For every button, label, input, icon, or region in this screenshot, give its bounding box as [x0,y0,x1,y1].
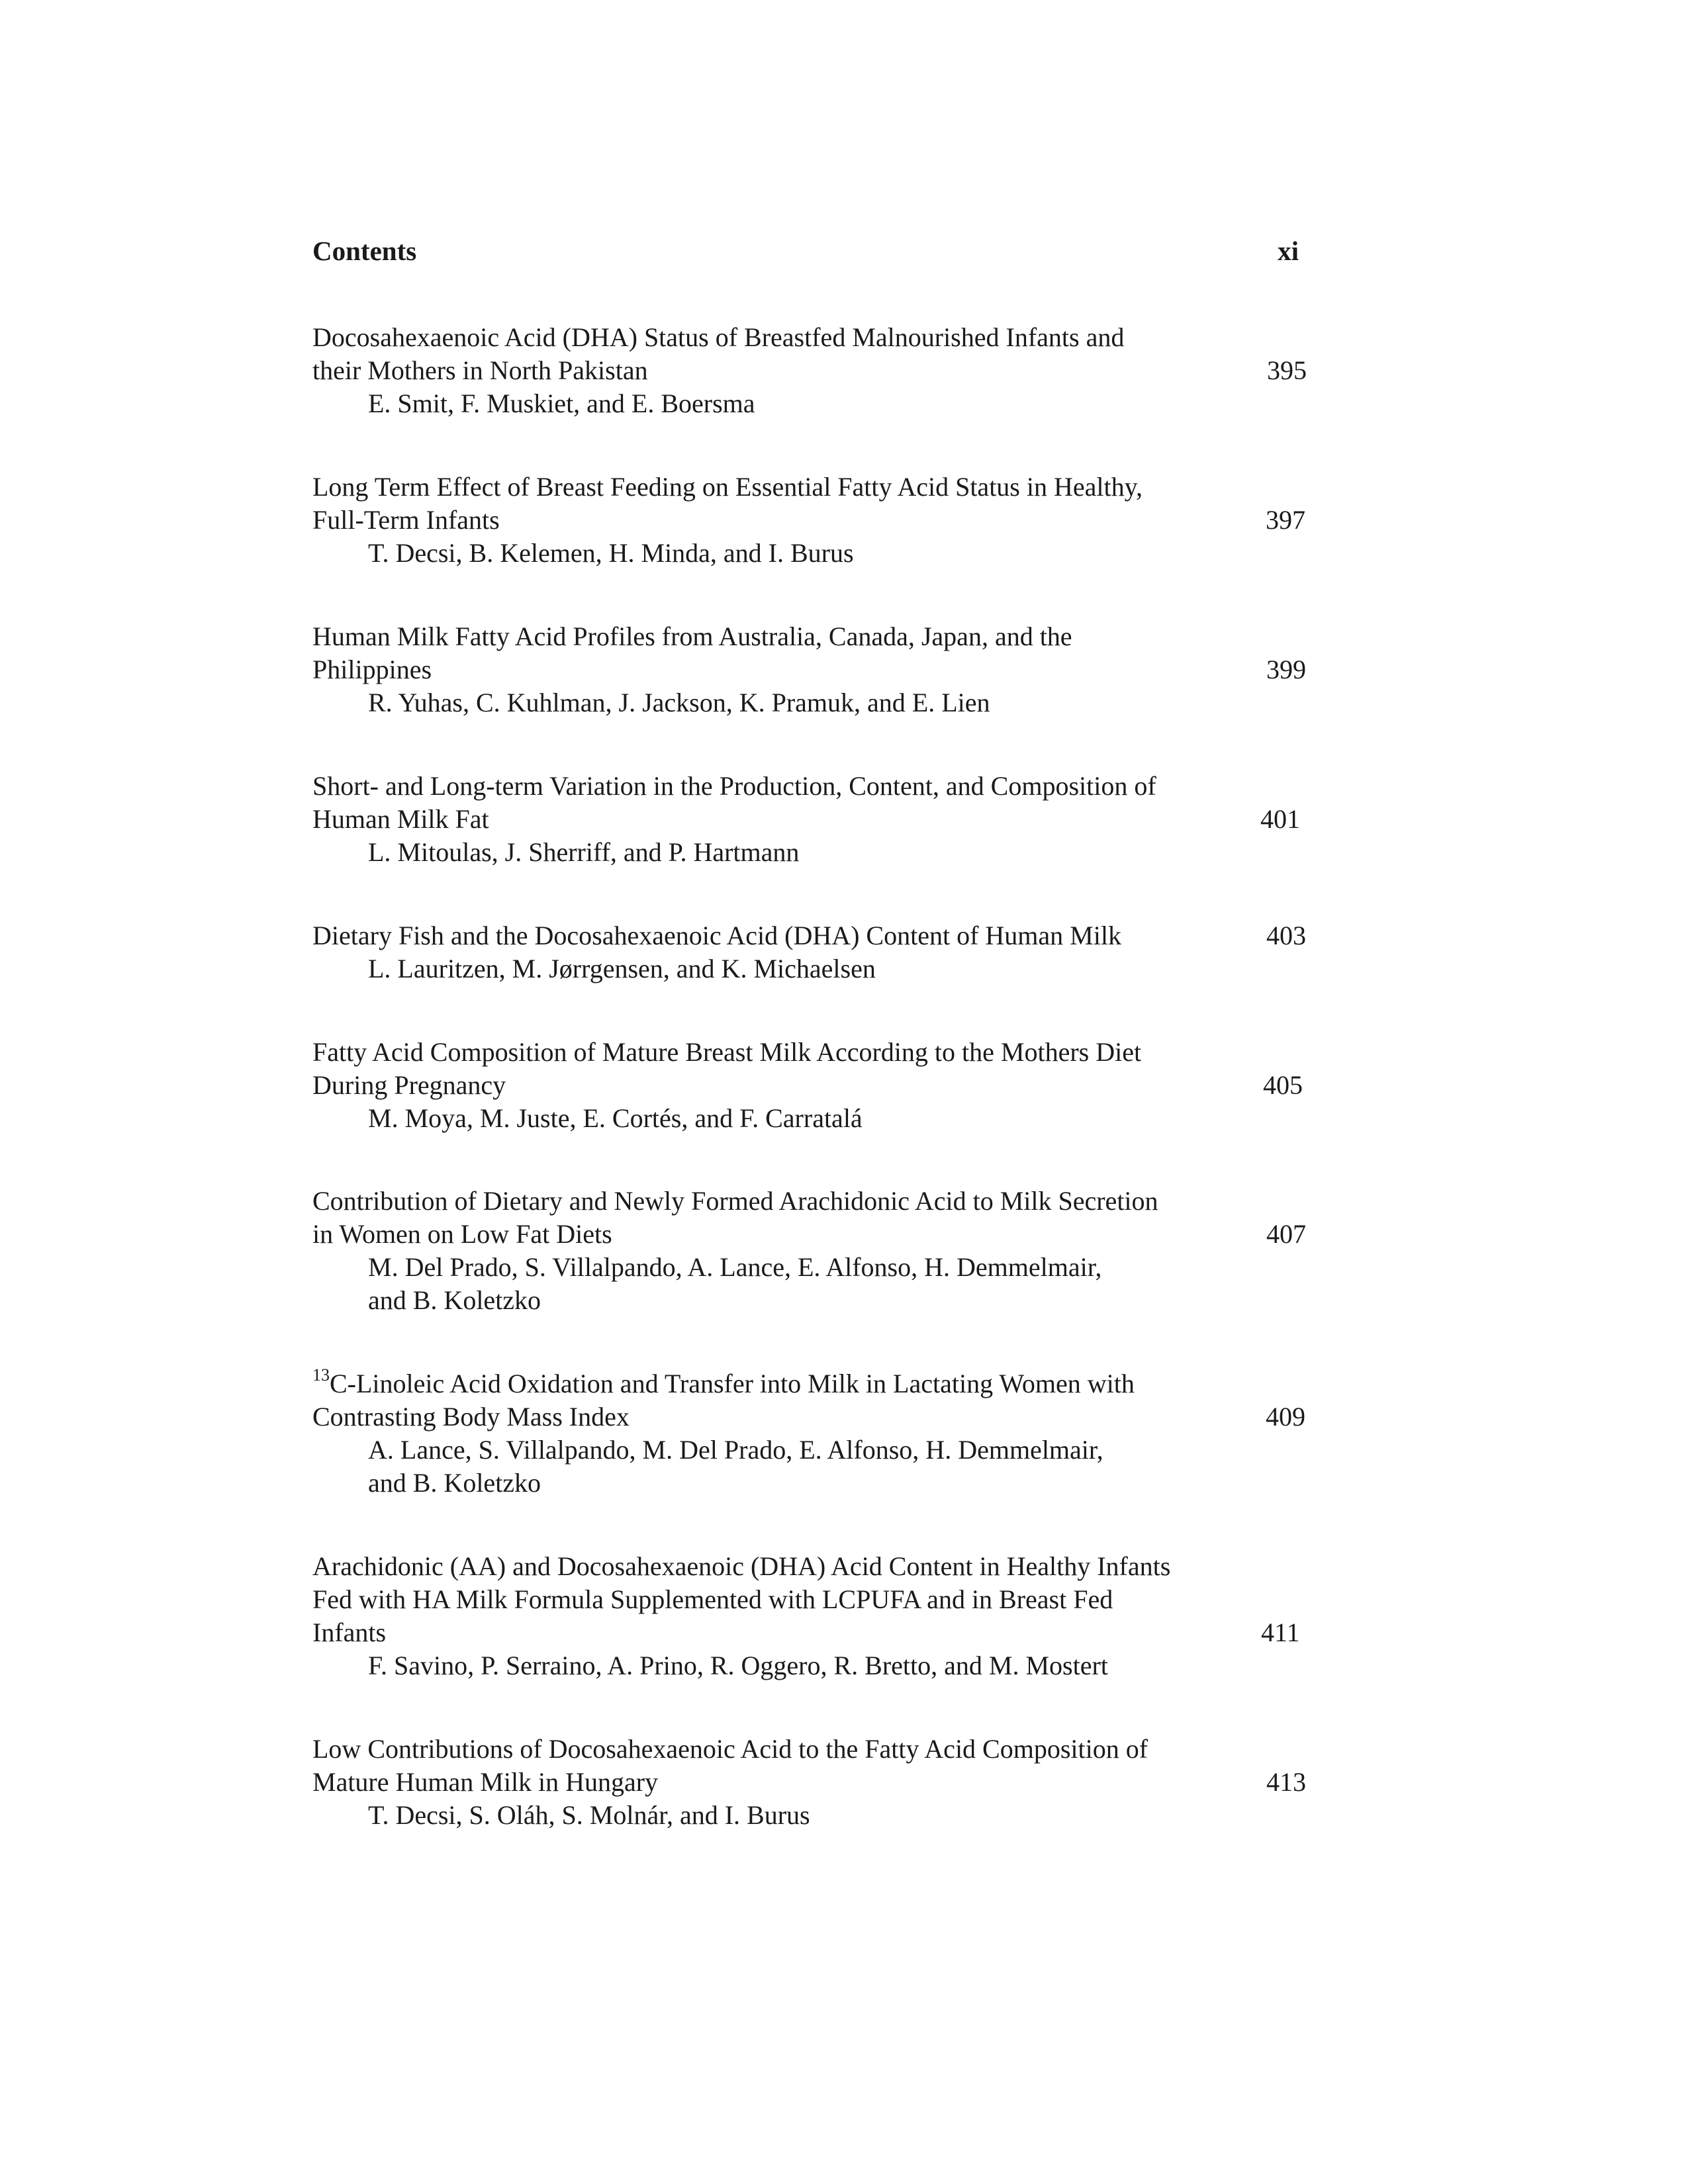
entry-authors: T. Decsi, S. Oláh, S. Molnár, and I. Burus [368,1800,810,1830]
toc-entry [312,1185,1312,1317]
toc-entry [312,471,1312,570]
entry-title-line: Arachidonic (AA) and Docosahexaenoic (DHA) Acid Content in Healthy Infants [312,1551,1171,1581]
entry-title-line: Short- and Long-term Variation in the Production, Content, and Composition of [312,771,1156,801]
toc-entry [312,919,1312,985]
entry-page-number: 401 [1260,804,1300,834]
entry-title-line: Mature Human Milk in Hungary [312,1767,659,1797]
isotope-superscript: 13 [312,1365,330,1385]
entry-title-line: Docosahexaenoic Acid (DHA) Status of Breastfed Malnourished Infants and [312,322,1125,352]
entry-authors: and B. Koletzko [368,1285,541,1315]
entry-title-text: C-Linoleic Acid Oxidation and Transfer into Milk in Lactating Women with [330,1369,1135,1398]
entry-authors: R. Yuhas, C. Kuhlman, J. Jackson, K. Pramuk, and E. Lien [368,688,990,717]
entry-page-number: 403 [1266,921,1306,950]
toc-entry [312,321,1312,420]
entry-title-line: Low Contributions of Docosahexaenoic Acid to the Fatty Acid Composition of [312,1734,1149,1764]
entry-title-line: Fatty Acid Composition of Mature Breast Milk According to the Mothers Diet [312,1037,1142,1067]
page-number: xi [1278,236,1299,266]
entry-title-line: During Pregnancy [312,1070,506,1100]
toc-entry [312,1733,1312,1832]
entry-title-line: Dietary Fish and the Docosahexaenoic Acid (DHA) Content of Human Milk [312,921,1121,950]
entry-page-number: 405 [1263,1070,1303,1100]
entry-authors: T. Decsi, B. Kelemen, H. Minda, and I. Burus [368,538,854,568]
entry-title-line: Human Milk Fat [312,804,489,834]
entry-title-line: Long Term Effect of Breast Feeding on Essential Fatty Acid Status in Healthy, [312,472,1143,502]
entry-authors: M. Del Prado, S. Villalpando, A. Lance, E. Alfonso, H. Demmelmair, [368,1252,1102,1282]
entry-title-line: Fed with HA Milk Formula Supplemented with LCPUFA and in Breast Fed [312,1584,1113,1614]
entry-title-line: Infants [312,1617,387,1647]
entry-page-number: 409 [1266,1402,1305,1432]
entry-page-number: 399 [1266,655,1306,684]
entry-title-line: in Women on Low Fat Diets [312,1219,612,1249]
toc-entry [312,770,1312,869]
entry-authors: L. Mitoulas, J. Sherriff, and P. Hartmann [368,837,800,867]
entry-page-number: 413 [1266,1767,1306,1797]
toc-entry [312,620,1312,719]
entry-authors: L. Lauritzen, M. Jørrgensen, and K. Michaelsen [368,954,876,983]
entry-authors: M. Moya, M. Juste, E. Cortés, and F. Carratalá [368,1103,863,1133]
entry-page-number: 411 [1261,1617,1300,1647]
entry-authors: E. Smit, F. Muskiet, and E. Boersma [368,388,755,418]
toc-entry [312,1367,1312,1500]
entry-title-line [312,1367,1312,1400]
entry-authors: F. Savino, P. Serraino, A. Prino, R. Oggero, R. Bretto, and M. Mostert [368,1651,1108,1680]
entry-authors: A. Lance, S. Villalpando, M. Del Prado, E. Alfonso, H. Demmelmair, [368,1435,1103,1465]
entry-title-line: Human Milk Fatty Acid Profiles from Australia, Canada, Japan, and the [312,621,1072,651]
entry-title-line: their Mothers in North Pakistan [312,355,648,385]
entry-authors: and B. Koletzko [368,1468,541,1498]
toc-entry [312,1550,1312,1682]
running-head-title: Contents [312,236,417,266]
entry-title-line: Full-Term Infants [312,505,500,535]
entry-page-number: 397 [1266,505,1305,535]
entry-title-line: Contrasting Body Mass Index [312,1402,630,1432]
running-head [312,235,1299,275]
toc-entry [312,1036,1312,1135]
entry-title-line: Philippines [312,655,432,684]
entry-title-line: Contribution of Dietary and Newly Formed Arachidonic Acid to Milk Secretion [312,1186,1158,1216]
entry-page-number: 395 [1267,355,1307,385]
entry-page-number: 407 [1266,1219,1306,1249]
